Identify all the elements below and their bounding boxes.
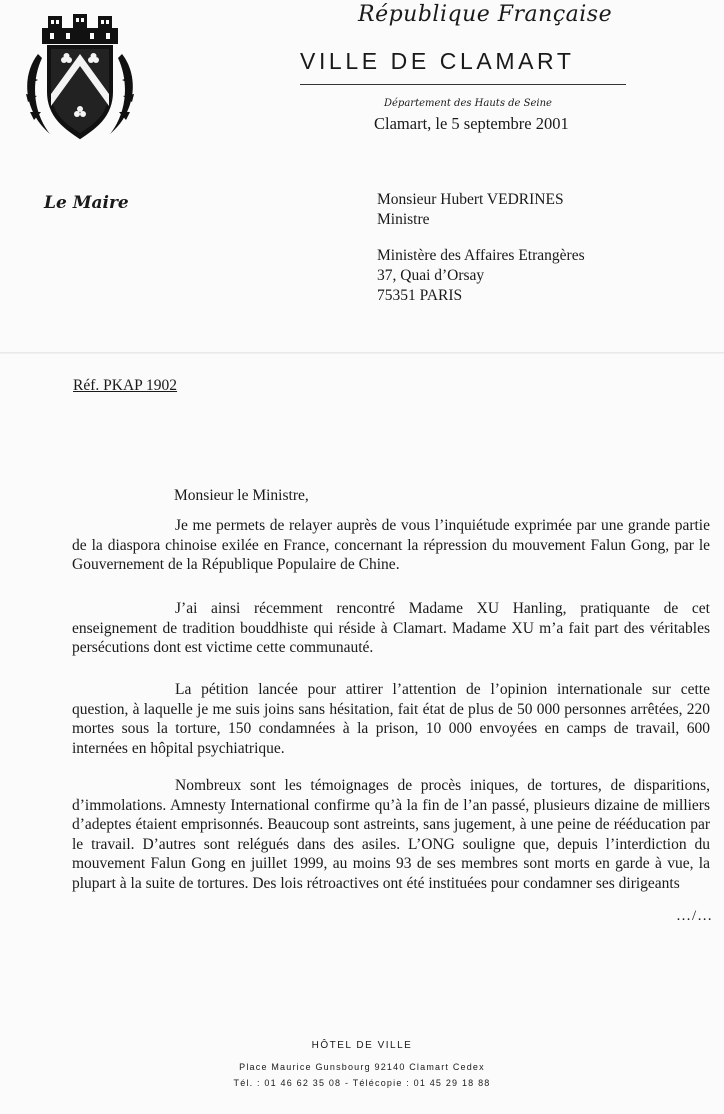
- body-paragraph: La pétition lancée pour attirer l’attention de l’opinion internationale sur cette question, à laquelle je me suis joins sans hésitation, fait état de plus de 50 000 personnes arrêtées, 220 mortes sous la torture, 150 condamnées à la prison, 10 000 envoyées en camps de travail, 600 internées en hôpital psychiatrique.: [72, 681, 710, 757]
- body-paragraph: Je me permets de relayer auprès de vous l’inquiétude exprimée par une grande partie de la diaspora chinoise exilée en France, concernant la répression du mouvement Falun Gong, par le Gouvernement de la République Populaire de Chine.: [72, 517, 710, 573]
- body-paragraph: Nombreux sont les témoignages de procès iniques, de tortures, de disparitions, d’immolations. Amnesty International confirme qu’à la fin de l’an passé, plusieurs dizaine de milliers d’adeptes étaient emprisonnés. Beaucoup sont astreints, sans jugement, à une peine de rééducation par le travail. D’autres sont relégués dans des asiles. L’ONG souligne que, depuis l’interdiction du mouvement Falun Gong en juillet 1999, au moins 93 de ses membres sont morts en garde à vue, la plupart à la suite de tortures. Des lois rétroactives ont été instituées pour condamner ses dirigeants: [72, 777, 710, 892]
- addressee-block: [377, 190, 564, 230]
- address-line: Ministère des Affaires Etrangères: [377, 247, 585, 264]
- letter-date: Clamart, le 5 septembre 2001: [374, 114, 569, 133]
- footer-title: HÔTEL DE VILLE: [311, 1040, 413, 1051]
- addressee-role: Ministre: [377, 211, 430, 228]
- addressee-name: Monsieur Hubert VEDRINES: [377, 191, 564, 208]
- footer-address: Place Maurice Gunsbourg 92140 Clamart Cedex: [239, 1062, 485, 1072]
- sender-title: Le Maire: [44, 193, 129, 213]
- salutation: Monsieur le Ministre,: [174, 487, 309, 504]
- republique-francaise-heading: République Française: [358, 2, 613, 27]
- footer-phone: Tél. : 01 46 62 35 08 - Télécopie : 01 45 29 18 88: [233, 1078, 491, 1088]
- reference-number: Réf. PKAP 1902: [73, 377, 178, 394]
- city-name-heading: VILLE DE CLAMART: [300, 48, 575, 74]
- heading-rule: [300, 84, 626, 85]
- paper-fold: [0, 352, 724, 354]
- address-block: [377, 246, 585, 306]
- continuation-mark: …/…: [676, 908, 714, 924]
- departement-subheading: Département des Hauts de Seine: [384, 98, 552, 109]
- city-crest-icon: [20, 14, 140, 146]
- address-line: 37, Quai d’Orsay: [377, 267, 485, 284]
- address-line: 75351 PARIS: [377, 287, 463, 304]
- body-paragraph: J’ai ainsi récemment rencontré Madame XU Hanling, pratiquante de cet enseignement de tradition bouddhiste qui réside à Clamart. Madame XU m’a fait part des véritables persécutions dont est victime cette communauté.: [72, 600, 710, 656]
